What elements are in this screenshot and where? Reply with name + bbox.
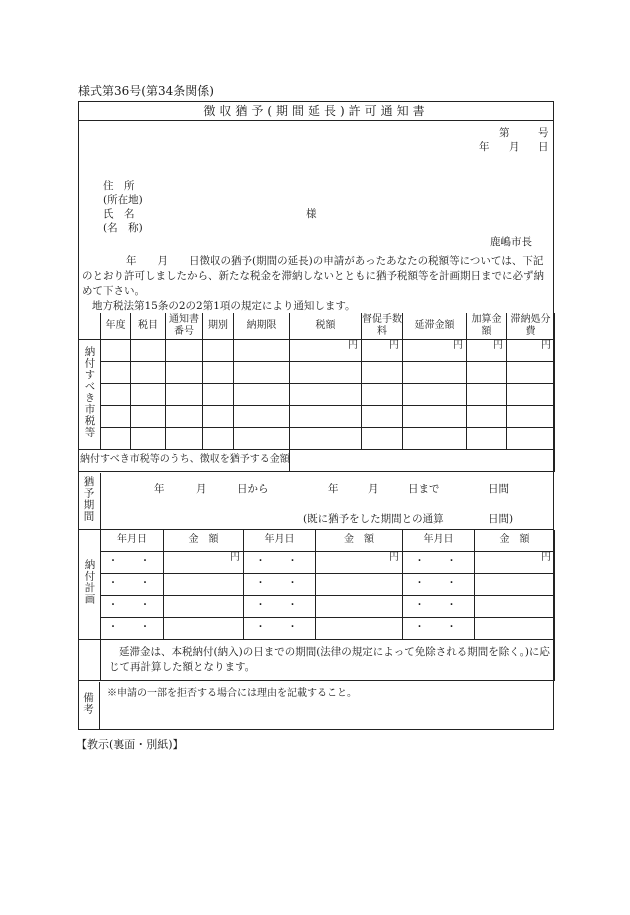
deferred-amount-label: 納付すべき市税等のうち、徴収を猶予する金額 — [79, 449, 290, 471]
grace-end-year: 年 — [328, 483, 339, 495]
table-row — [79, 361, 555, 383]
address-label: 住 所 — [103, 180, 135, 192]
header-additional-amount: 加算金額 — [467, 313, 507, 339]
table-row: ・ ・ ・ ・ ・ ・ — [79, 595, 555, 617]
grace-end-day: 日まで — [408, 483, 440, 495]
remarks-text: ※申請の一部を拒否する場合には理由を記載すること。 — [107, 688, 357, 699]
header-disposition-cost: 滞納処分費 — [507, 313, 555, 339]
table-row — [79, 383, 555, 405]
tax-table-corner — [79, 313, 101, 339]
header-due-date: 納期限 — [234, 313, 290, 339]
table-row — [79, 427, 555, 449]
document-title: 徴収猶予(期間延長)許可通知書 — [78, 101, 554, 121]
header-late-amount: 延滞金額 — [403, 313, 467, 339]
plan-header-date-1: 年月日 — [101, 530, 164, 551]
number-dai: 第 — [499, 127, 510, 139]
table-row — [79, 405, 555, 427]
date-month: 月 — [509, 141, 520, 153]
table-row: ・ ・ ・ ・ ・ ・ — [79, 573, 555, 595]
plan-header-date-2: 年月日 — [244, 530, 316, 551]
late-fee-note: 延滞金は、本税納付(納入)の日までの期間(法律の規定によって免除される期間を除く。)に応じて再計算した額となります。 — [101, 639, 555, 680]
grace-side-label: 猶予期間 — [82, 476, 95, 522]
grace-end-month: 月 — [368, 483, 379, 495]
header-notice-number: 通知書番号 — [166, 313, 203, 339]
grace-cumulative-label: (既に猶予をした期間との通算 — [303, 513, 444, 525]
notice-paragraph: 年 月 日徴収の猶予(期間の延長)の申請があったあなたの税額等については、下記のとおり許可しましたから、新たな税金を滞納しないとともに猶予税額等を計画期日までに必ず納めて下さい。 — [82, 255, 544, 297]
grace-days: 日間 — [488, 483, 509, 495]
payment-plan-table — [78, 530, 555, 681]
instruction-note: 【教示(裏面・別紙)】 — [76, 738, 184, 751]
grace-start-day: 日から — [237, 483, 269, 495]
table-row: ・ ・ ・ ・ ・ ・ — [79, 617, 555, 639]
entity-name-label: (名 称) — [103, 222, 143, 234]
plan-header-amount-3: 金 額 — [475, 530, 555, 551]
date-year: 年 — [479, 141, 490, 153]
tax-side-label: 納付すべき市税等 — [79, 339, 101, 449]
date-day: 日 — [538, 141, 549, 153]
grace-start-year: 年 — [154, 483, 165, 495]
header-tax-amount: 税額 — [290, 313, 362, 339]
law-reference: 地方税法第15条の2の2第1項の規定により通知します。 — [92, 300, 356, 312]
header-reminder-fee: 督促手数料 — [362, 313, 403, 339]
grace-start-month: 月 — [196, 483, 207, 495]
remarks-side-label: 備考 — [78, 682, 100, 730]
yen-reminder: 円 — [362, 339, 403, 361]
grace-cumulative-days: 日間) — [488, 513, 514, 525]
location-label: (所在地) — [103, 194, 143, 206]
header-zeimoku: 税目 — [131, 313, 166, 339]
header-nendo: 年度 — [101, 313, 131, 339]
honorific-sama: 様 — [306, 208, 317, 220]
plan-side-label: 納付計画 — [79, 530, 101, 639]
plan-header-amount-1: 金 額 — [164, 530, 244, 551]
yen-additional: 円 — [467, 339, 507, 361]
header-kibetsu: 期別 — [203, 313, 234, 339]
yen-tax: 円 — [290, 339, 362, 361]
tax-table — [78, 313, 555, 472]
plan-header-date-3: 年月日 — [403, 530, 475, 551]
name-label: 氏 名 — [103, 208, 135, 220]
grace-divider — [100, 473, 101, 530]
number-go: 号 — [538, 127, 549, 139]
deferred-amount-value — [290, 449, 555, 471]
table-row: ・ ・ 円 ・ ・ 円 ・ ・ 円 — [79, 551, 555, 573]
issuer-name: 鹿嶋市長 — [490, 236, 532, 248]
form-number: 様式第36号(第34条関係) — [78, 84, 214, 98]
plan-header-amount-2: 金 額 — [316, 530, 403, 551]
yen-late: 円 — [403, 339, 467, 361]
yen-disposition: 円 — [507, 339, 555, 361]
